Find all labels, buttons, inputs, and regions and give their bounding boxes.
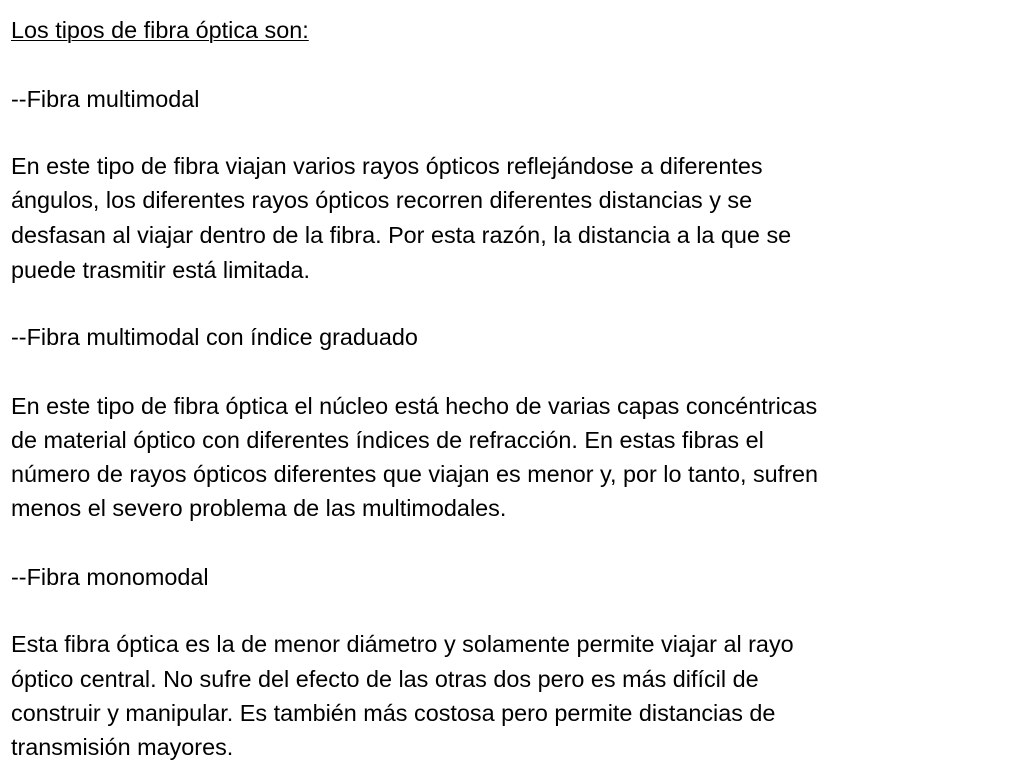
paragraph-line: Esta fibra óptica es la de menor diámetro y solamente permite viajar al rayo (11, 631, 794, 657)
paragraph-line: construir y manipular. Es también más costosa pero permite distancias de (11, 700, 776, 726)
paragraph-line: número de rayos ópticos diferentes que viajan es menor y, por lo tanto, sufren (11, 461, 818, 487)
paragraph-line: óptico central. No sufre del efecto de las otras dos pero es más difícil de (11, 666, 759, 692)
paragraph-line: transmisión mayores. (11, 734, 234, 760)
paragraph-line: menos el severo problema de las multimodales. (11, 495, 507, 521)
section-heading-multimodal: --Fibra multimodal (11, 86, 200, 112)
paragraph-line: En este tipo de fibra óptica el núcleo está hecho de varias capas concéntricas (11, 393, 818, 419)
page-title: Los tipos de fibra óptica son: (11, 17, 309, 43)
paragraph-line: En este tipo de fibra viajan varios rayos ópticos reflejándose a diferentes (11, 153, 763, 179)
paragraph-line: ángulos, los diferentes rayos ópticos recorren diferentes distancias y se (11, 187, 753, 213)
section-heading-graded-index: --Fibra multimodal con índice graduado (11, 324, 418, 350)
section-heading-monomodal: --Fibra monomodal (11, 564, 209, 590)
paragraph-line: desfasan al viajar dentro de la fibra. Por esta razón, la distancia a la que se (11, 222, 792, 248)
paragraph-line: de material óptico con diferentes índices de refracción. En estas fibras el (11, 427, 764, 453)
paragraph-line: puede trasmitir está limitada. (11, 257, 311, 283)
